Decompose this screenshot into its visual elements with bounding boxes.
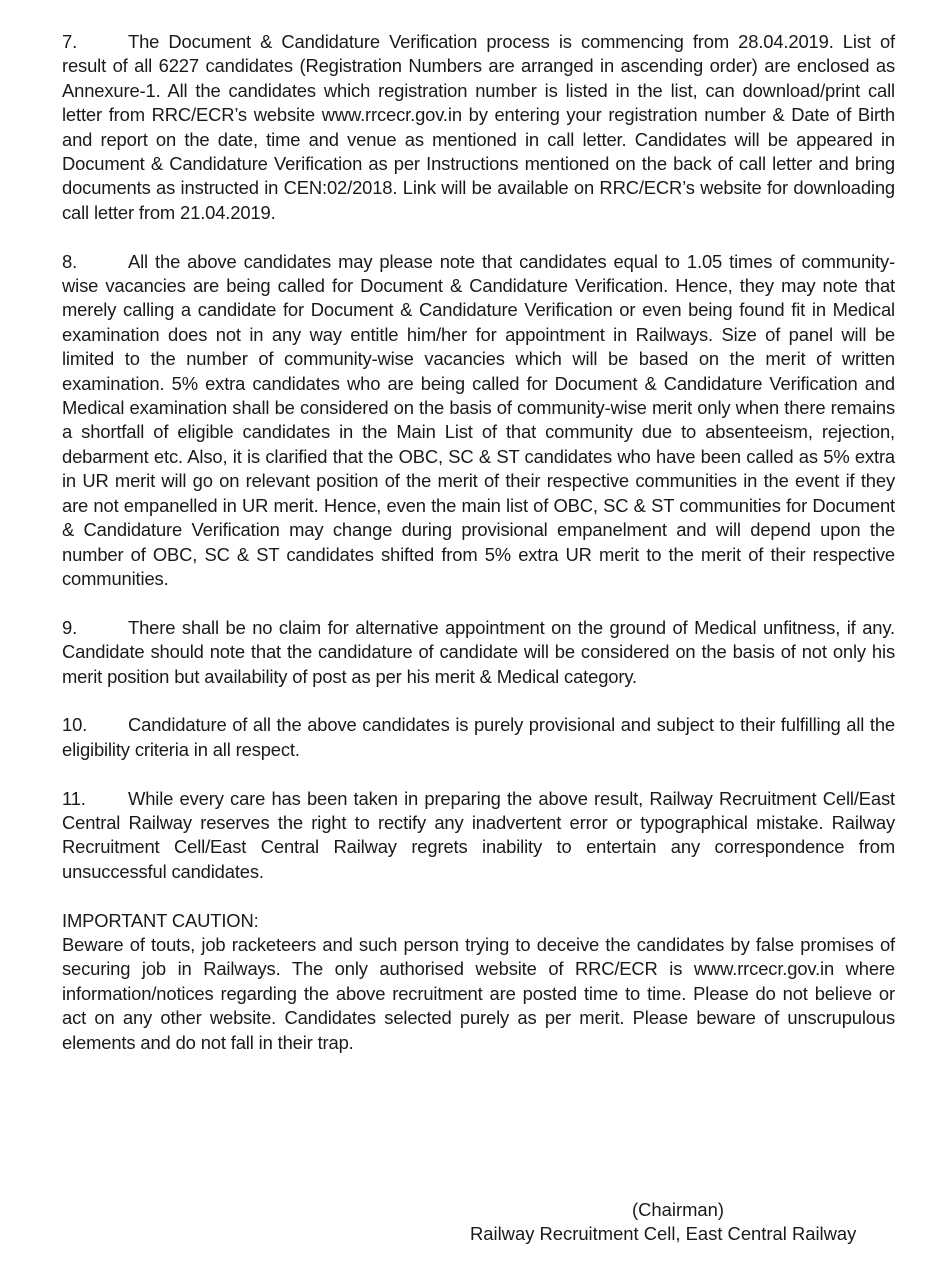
caution-text: Beware of touts, job racketeers and such person trying to deceive the candidates by false promises of securing job in Railways. The only authorised website of RRC/ECR is www.rrcecr.gov.in where information/notices regarding the above recruitment are posted time to time. Please do not believe or act on any other website. Candidates selected purely as per merit. Please beware of unscrupulous elements and do not fall in their trap. xyxy=(62,933,895,1053)
paragraph-8 xyxy=(62,250,895,592)
caution-heading: IMPORTANT CAUTION: xyxy=(62,909,259,931)
paragraph-number: 9. xyxy=(62,616,78,638)
paragraph-text: While every care has been taken in preparing the above result, Railway Recruitment Cell/East Central Railway reserves the right to rectify any inadvertent error or typographical mistake. Railway Recruitment Cell/East Central Railway regrets inability to entertain any correspondence from unsuccessful candidates. xyxy=(62,787,895,882)
paragraph-9 xyxy=(62,616,895,689)
paragraph-number: 8. xyxy=(62,250,78,272)
paragraph-text: All the above candidates may please note that candidates equal to 1.05 times of community-wise vacancies are being called for Document & Candidature Verification. Hence, they may note that merely calling a candidate for Document & Candidature Verification or even being found fit in Medical examination does not in any way entitle him/her for appointment in Railways. Size of panel will be limited to the number of community-wise vacancies which will be based on the merit of written examination. 5% extra candidates who are being called for Document & Candidature Verification and Medical examination shall be considered on the basis of community-wise merit only when there remains a shortfall of eligible candidates in the Main List of that community due to absenteeism, rejection, debarment etc. Also, it is clarified that the OBC, SC & ST candidates who have been called as 5% extra in UR merit will go on relevant position of the merit of their respective communities in the event if they are not empanelled in UR merit. Hence, even the main list of OBC, SC & ST communities for Document & Candidature Verification may change during provisional empanelment and will depend upon the number of OBC, SC & ST candidates shifted from 5% extra UR merit to the merit of their respective communities. xyxy=(62,250,895,589)
paragraph-7 xyxy=(62,30,895,225)
document-body xyxy=(62,30,895,1055)
signatory-title: (Chairman) xyxy=(632,1199,724,1220)
paragraph-11 xyxy=(62,787,895,885)
signatory-organization: Railway Recruitment Cell, East Central Railway xyxy=(470,1223,857,1244)
signature-block xyxy=(470,1198,890,1246)
paragraph-10 xyxy=(62,713,895,762)
paragraph-number: 11. xyxy=(62,787,86,809)
paragraph-number: 10. xyxy=(62,714,88,736)
paragraph-number: 7. xyxy=(62,31,78,52)
paragraph-text: Candidature of all the above candidates is purely provisional and subject to their fulfilling all the eligibility criteria in all respect. xyxy=(62,714,895,760)
paragraph-text: The Document & Candidature Verification process is commencing from 28.04.2019. List of result of all 6227 candidates (Registration Numbers are arranged in ascending order) are enclosed as Annexure-1. All the candidates which registration number is listed in the list, can download/print call letter from RRC/ECR’s website www.rrcecr.gov.in by entering your registration number & Date of Birth and report on the date, time and venue as mentioned in call letter. Candidates will be appeared in Document & Candidature Verification as per Instructions mentioned on the back of call letter and bring documents as instructed in CEN:02/2018. Link will be available on RRC/ECR’s website for downloading call letter from 21.04.2019. xyxy=(62,31,895,223)
paragraph-text: There shall be no claim for alternative appointment on the ground of Medical unfitness, if any. Candidate should note that the candidature of candidate will be considered on the basis of not only his merit position but availability of post as per his merit & Medical category. xyxy=(62,616,895,687)
caution-section xyxy=(62,909,895,1055)
